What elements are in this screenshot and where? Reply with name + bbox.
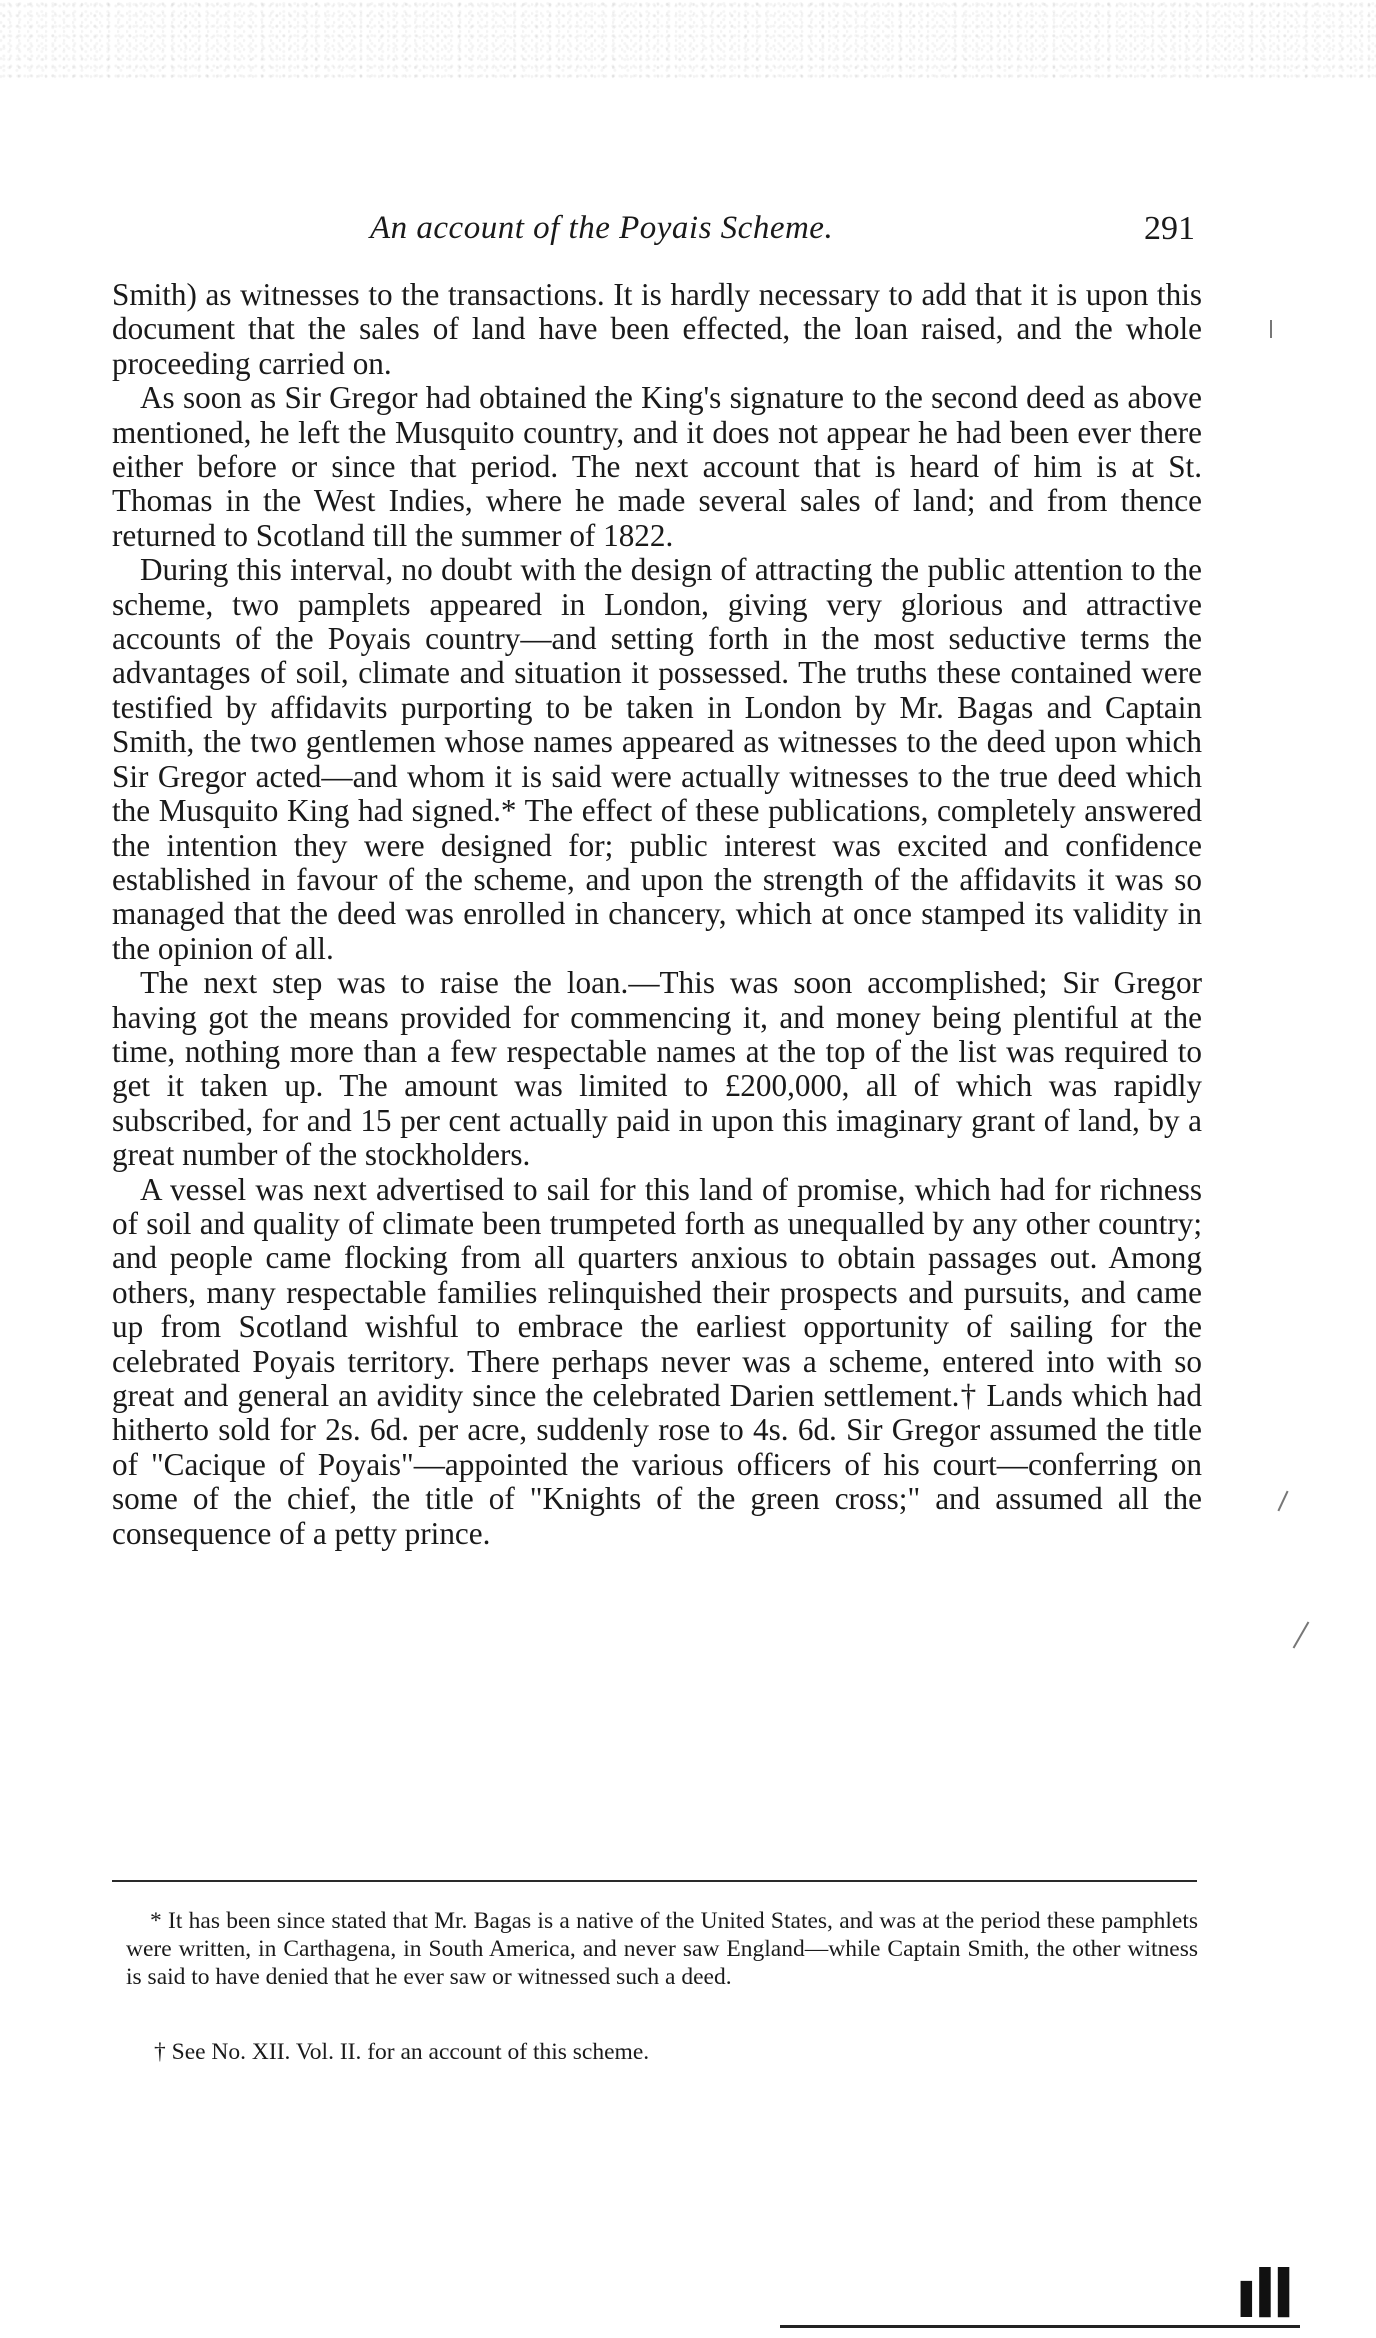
paragraph: Smith) as witnesses to the transactions. It is hardly necessary to add that it is upon this document that the sales of land have been effected, the loan raised, and the whole proceeding carried on. [112,277,1202,381]
paragraph: The next step was to raise the loan.—This was soon accomplished; Sir Gregor having got the means provided for commencing it, and money being plentiful at the time, nothing more than a few respectable names at the top of the list was required to get it taken up. The amount was limited to £200,000, all of which was rapidly subscribed, for and 15 per cent actually paid in upon this imaginary grant of land, by a great number of the stockholders. [112,965,1202,1173]
running-head [110,210,1195,260]
paragraph: A vessel was next advertised to sail for this land of promise, which had for richness of soil and quality of climate been trumpeted forth as unequalled by any other country; and people came flocking from all quarters anxious to obtain passages out. Among others, many respectable families relinquished their prospects and pursuits, and came up from Scotland wishful to embrace the earliest opportunity of sailing for the celebrated Poyais territory. There perhaps never was a scheme, entered into with so great and general an avidity since the celebrated Darien settlement.† Lands which had hitherto sold for 2s. 6d. per acre, suddenly rose to 4s. 6d. Sir Gregor assumed the title of "Cacique of Poyais"—appointed the various officers of his court—conferring on some of the chief, the title of "Knights of the green cross;" and assumed all the consequence of a petty prince. [112,1171,1202,1551]
page-number: 291 [1144,210,1195,247]
scan-speckle-border [0,0,1376,80]
footnote-rule [112,1880,1197,1882]
scan-artifact [1277,1491,1288,1512]
paragraph: As soon as Sir Gregor had obtained the King's signature to the second deed as above mentioned, he left the Musquito country, and it does not appear he had been ever there either before or since that period. The next account that is heard of him is at St. Thomas in the West Indies, where he made several sales of land; and from thence returned to Scotland till the summer of 1822. [112,380,1202,553]
scan-artifact [1270,320,1272,338]
body-text [112,278,1202,1551]
corner-glyph: ıll [1235,2256,1291,2333]
footnotes [126,1908,1198,2067]
footnote-star: * It has been since stated that Mr. Bagas is a native of the United States, and was at the period these pamphlets were written, in Carthagena, in South America, and never saw England—while Captain Smith, the other witness is said to have denied that he ever saw or witnessed such a deed. [126,1908,1198,1990]
scan-artifact [1293,1622,1310,1649]
paragraph: During this interval, no doubt with the design of attracting the public attention to the scheme, two pamplets appeared in London, giving very glorious and attractive accounts of the Poyais country—and setting forth in the most seductive terms the advantages of soil, climate and situation it possessed. The truths these contained were testified by affidavits purporting to be taken in London by Mr. Bagas and Captain Smith, the two gentlemen whose names appeared as witnesses to the deed upon which Sir Gregor acted—and whom it is said were actually witnesses to the true deed which the Musquito King had signed.* The effect of these publications, completely answered the intention they were designed for; public interest was excited and confidence established in favour of the scheme, and upon the strength of the affidavits it was so managed that the deed was enrolled in chancery, which at once stamped its validity in the opinion of all. [112,552,1202,966]
bottom-corner-mark [780,2256,1320,2336]
footnote-dagger: † See No. XII. Vol. II. for an account of this scheme. [154,2039,650,2066]
running-title: An account of the Poyais Scheme. [370,210,834,246]
bottom-rule [780,2325,1300,2328]
